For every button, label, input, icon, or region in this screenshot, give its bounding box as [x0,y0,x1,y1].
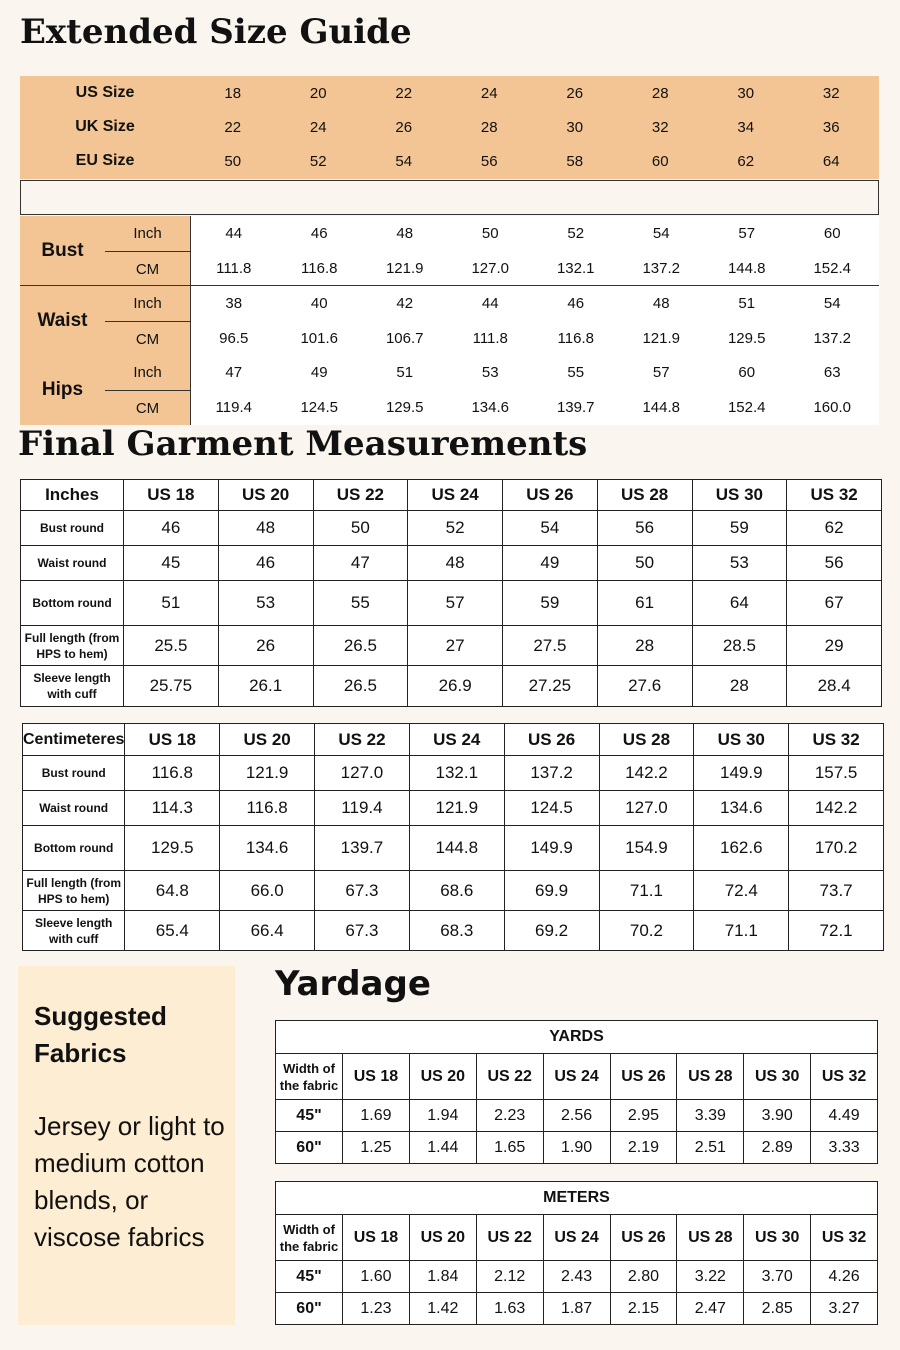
row-label: UK Size [75,118,135,135]
cell: 56 [597,511,692,546]
cell: 63 [823,364,841,381]
cell: 2.43 [543,1261,610,1293]
size-header: US 32 [811,1215,878,1261]
size-header: US 32 [811,1054,878,1100]
cell: 30 [566,118,584,136]
cell: 144.8 [409,826,504,871]
row-label: Waist round [23,791,125,826]
size-header: US 30 [744,1054,811,1100]
cell: 48 [218,511,313,546]
cell: 96.5 [219,330,249,347]
row-label: 45" [276,1261,343,1293]
cell: 32 [822,84,840,102]
table-header-row [276,1054,878,1100]
cell: 139.7 [315,826,410,871]
table-row [276,1293,878,1325]
unit-label: CM [105,390,190,425]
cell: 26 [218,626,313,666]
cell: 149.9 [694,756,789,791]
cell: 49 [310,364,328,381]
size-header: US 32 [787,480,882,511]
suggested-fabrics-title: Suggested Fabrics [34,1001,167,1068]
cell: 26 [395,118,413,136]
cell: 38 [225,295,243,312]
cell: 25.5 [124,626,219,666]
cell: 50 [481,225,499,242]
cell: 51 [396,364,414,381]
cell: 66.4 [220,911,315,951]
table-row [276,1261,878,1293]
cell: 157.5 [789,756,884,791]
cell: 2.56 [543,1100,610,1132]
cell: 119.4 [315,791,410,826]
cell: 54 [823,295,841,312]
cell: 121.9 [220,756,315,791]
size-header: US 22 [315,724,410,756]
table-caption: METERS [276,1182,878,1215]
table-header-row [276,1215,878,1261]
cell: 3.90 [744,1100,811,1132]
cell: 61 [597,581,692,626]
cell: 1.90 [543,1132,610,1164]
size-header: US 30 [744,1215,811,1261]
cell: 4.26 [811,1261,878,1293]
cell: 160.0 [813,399,852,416]
size-header: US 24 [543,1215,610,1261]
inch-row [191,216,880,251]
cell: 67 [787,581,882,626]
row-label: Sleeve length with cuff [23,911,125,951]
cm-row [191,321,880,356]
measure-label-cell [20,216,190,286]
cell: 54 [503,511,598,546]
cell: 1.87 [543,1293,610,1325]
size-header [20,76,879,179]
cell: 44 [481,295,499,312]
cell: 149.9 [504,826,599,871]
table-header-row [21,480,882,511]
cell: 27.6 [597,666,692,707]
measure-values [190,216,879,286]
cell: 111.8 [216,260,252,277]
cell: 46 [567,295,585,312]
cell: 64.8 [125,871,220,911]
cell: 3.27 [811,1293,878,1325]
cell: 49 [503,546,598,581]
cell: 28 [651,84,669,102]
cell: 57 [738,225,756,242]
cell: 116.8 [557,330,594,347]
corner-cell: Width of the fabric [276,1215,343,1261]
row-label: Full length (from HPS to hem) [23,871,125,911]
cell: 1.84 [409,1261,476,1293]
cell: 28 [480,118,498,136]
table-caption-row [276,1021,878,1054]
size-header: US 18 [125,724,220,756]
cell: 2.89 [744,1132,811,1164]
cell: 52 [567,225,585,242]
cell: 44 [225,225,243,242]
suggested-fabrics-panel [18,966,235,1325]
cell: 1.25 [343,1132,410,1164]
cell: 152.4 [813,260,852,277]
row-label: Sleeve length with cuff [21,666,124,707]
corner-cell: Inches [21,480,124,511]
cell: 121.9 [385,260,424,277]
size-header: US 26 [504,724,599,756]
cell: 28.4 [787,666,882,707]
cell: 55 [567,364,585,381]
cell: 70.2 [599,911,694,951]
cell: 3.39 [677,1100,744,1132]
size-header: US 28 [677,1215,744,1261]
cell: 22 [395,84,413,102]
table-row [23,756,884,791]
cm-row [191,251,880,286]
garment-inches-table [20,479,882,707]
table-row [21,666,882,707]
cell: 3.22 [677,1261,744,1293]
cell: 1.60 [343,1261,410,1293]
size-header: US 20 [220,724,315,756]
table-row [21,511,882,546]
size-header: US 18 [343,1054,410,1100]
cell: 154.9 [599,826,694,871]
cell: 29 [787,626,882,666]
unit-label: CM [105,321,190,356]
row-label: Bust round [21,511,124,546]
cell: 2.95 [610,1100,677,1132]
cell: 53 [218,581,313,626]
cell: 162.6 [694,826,789,871]
garment-centimeters-table [22,723,884,951]
cell: 1.63 [476,1293,543,1325]
cell: 45 [124,546,219,581]
measure-label-cell [20,355,190,425]
cell: 116.8 [220,791,315,826]
spacer-row [20,180,879,215]
cell: 2.51 [677,1132,744,1164]
inch-row [191,286,880,321]
cell: 48 [652,295,670,312]
cell: 47 [225,364,243,381]
cell: 55 [313,581,408,626]
cell: 52 [408,511,503,546]
cell: 62 [737,152,755,170]
cell: 71.1 [694,911,789,951]
cell: 51 [124,581,219,626]
cell: 71.1 [599,871,694,911]
measure-name: Waist [37,310,88,331]
cell: 144.8 [727,260,766,277]
cell: 72.4 [694,871,789,911]
cell: 64 [692,581,787,626]
size-header: US 28 [677,1054,744,1100]
cell: 26 [566,84,584,102]
cell: 134.6 [471,399,510,416]
cell: 72.1 [789,911,884,951]
row-label: Bust round [23,756,125,791]
cell: 121.9 [409,791,504,826]
cell: 62 [787,511,882,546]
unit-label: Inch [133,364,162,381]
size-header: US 18 [343,1215,410,1261]
cell: 50 [597,546,692,581]
cell: 114.3 [125,791,220,826]
cell: 121.9 [642,330,681,347]
size-header: US 20 [409,1215,476,1261]
cell: 142.2 [599,756,694,791]
unit-label: CM [105,251,190,286]
yardage-title: Yardage [275,964,431,1004]
cell: 67.3 [315,911,410,951]
cell: 36 [822,118,840,136]
row-label: 60" [276,1132,343,1164]
cell: 111.8 [472,330,508,347]
size-header: US 26 [503,480,598,511]
cell: 48 [408,546,503,581]
measure-name: Bust [41,240,84,261]
cell: 2.15 [610,1293,677,1325]
size-header: US 22 [476,1215,543,1261]
size-header: US 22 [313,480,408,511]
cell: 137.2 [642,260,681,277]
cell: 137.2 [813,330,852,347]
size-header: US 24 [408,480,503,511]
size-header: US 20 [218,480,313,511]
cell: 139.7 [556,399,595,416]
row-label: 45" [276,1100,343,1132]
cell: 60 [823,225,841,242]
cell: 51 [738,295,756,312]
cell: 46 [310,225,328,242]
unit-label: Inch [133,295,162,312]
size-header: US 24 [543,1054,610,1100]
cell: 142.2 [789,791,884,826]
row-label: Bottom round [23,826,125,871]
cell: 24 [480,84,498,102]
cell: 2.19 [610,1132,677,1164]
cell: 2.80 [610,1261,677,1293]
cell: 30 [737,84,755,102]
cell: 26.9 [408,666,503,707]
cell: 4.49 [811,1100,878,1132]
cell: 32 [651,118,669,136]
us-size-row [20,76,879,110]
extended-size-guide-title: Extended Size Guide [20,12,412,52]
uk-size-row [20,110,879,144]
cell: 64 [822,152,840,170]
cell: 42 [396,295,414,312]
cell: 69.9 [504,871,599,911]
cell: 1.65 [476,1132,543,1164]
cell: 54 [395,152,413,170]
cell: 3.70 [744,1261,811,1293]
cell: 53 [481,364,499,381]
cell: 56 [787,546,882,581]
cell: 58 [566,152,584,170]
size-header: US 26 [610,1054,677,1100]
cell: 2.47 [677,1293,744,1325]
table-row [276,1100,878,1132]
cell: 65.4 [125,911,220,951]
cell: 60 [651,152,669,170]
cell: 54 [652,225,670,242]
cell: 116.8 [301,260,338,277]
waist-block [20,286,879,356]
cell: 46 [124,511,219,546]
cell: 127.0 [315,756,410,791]
cell: 124.5 [300,399,339,416]
measure-label-cell [20,286,190,356]
cell: 26.5 [313,666,408,707]
size-header: US 28 [597,480,692,511]
row-label: 60" [276,1293,343,1325]
unit-label: Inch [133,225,162,242]
cell: 18 [224,84,242,102]
measure-values [190,355,879,425]
cell: 127.0 [471,260,510,277]
row-label: US Size [75,84,135,101]
cell: 68.3 [409,911,504,951]
cell: 73.7 [789,871,884,911]
table-row [21,546,882,581]
cell: 69.2 [504,911,599,951]
cell: 27 [408,626,503,666]
cell: 144.8 [642,399,681,416]
cell: 119.4 [215,399,252,416]
cell: 60 [738,364,756,381]
cell: 68.6 [409,871,504,911]
table-row [23,871,884,911]
cell: 3.33 [811,1132,878,1164]
cell: 127.0 [599,791,694,826]
cell: 57 [652,364,670,381]
cell: 24 [309,118,327,136]
measure-name: Hips [41,379,84,400]
cell: 50 [313,511,408,546]
cell: 22 [224,118,242,136]
cell: 59 [692,511,787,546]
corner-cell: Centimeteres [23,724,125,756]
size-header: US 20 [409,1054,476,1100]
cell: 2.23 [476,1100,543,1132]
cell: 1.23 [343,1293,410,1325]
cell: 26.5 [313,626,408,666]
size-header: US 24 [409,724,504,756]
cell: 137.2 [504,756,599,791]
cell: 66.0 [220,871,315,911]
cell: 28 [597,626,692,666]
cell: 48 [396,225,414,242]
table-row [23,911,884,951]
cell: 1.44 [409,1132,476,1164]
table-row [23,826,884,871]
cell: 34 [737,118,755,136]
row-label: Full length (from HPS to hem) [21,626,124,666]
cell: 67.3 [315,871,410,911]
cell: 132.1 [409,756,504,791]
cell: 20 [309,84,327,102]
cell: 129.5 [125,826,220,871]
hips-block [20,355,879,425]
cell: 50 [224,152,242,170]
eu-size-row [20,144,879,178]
inch-row [191,355,880,390]
cell: 40 [310,295,328,312]
row-label: Waist round [21,546,124,581]
cell: 134.6 [220,826,315,871]
cell: 52 [309,152,327,170]
cell: 2.85 [744,1293,811,1325]
table-row [21,581,882,626]
cell: 134.6 [694,791,789,826]
row-label: Bottom round [21,581,124,626]
cell: 1.94 [409,1100,476,1132]
cell: 46 [218,546,313,581]
yardage-yards-table [275,1020,878,1164]
measure-values [190,286,879,356]
size-header: US 22 [476,1054,543,1100]
cell: 2.12 [476,1261,543,1293]
cell: 116.8 [125,756,220,791]
cell: 28.5 [692,626,787,666]
cell: 152.4 [727,399,766,416]
size-header: US 30 [692,480,787,511]
size-header: US 26 [610,1215,677,1261]
extended-size-table [20,76,879,425]
table-row [23,791,884,826]
cell: 1.42 [409,1293,476,1325]
cell: 27.5 [503,626,598,666]
cell: 132.1 [556,260,595,277]
cell: 25.75 [124,666,219,707]
table-caption: YARDS [276,1021,878,1054]
cell: 56 [480,152,498,170]
cell: 57 [408,581,503,626]
cell: 28 [692,666,787,707]
cell: 53 [692,546,787,581]
table-caption-row [276,1182,878,1215]
size-header: US 18 [124,480,219,511]
row-label: EU Size [75,152,135,169]
table-row [21,626,882,666]
cell: 170.2 [789,826,884,871]
table-header-row [23,724,884,756]
cell: 129.5 [385,399,424,416]
cell: 124.5 [504,791,599,826]
cell: 129.5 [727,330,766,347]
corner-cell: Width of the fabric [276,1054,343,1100]
cell: 27.25 [503,666,598,707]
cell: 47 [313,546,408,581]
cell: 1.69 [343,1100,410,1132]
cell: 106.7 [385,330,424,347]
size-header: US 30 [694,724,789,756]
bust-block [20,216,879,286]
cell: 101.6 [300,330,339,347]
cm-row [191,390,880,425]
size-header: US 32 [789,724,884,756]
final-garment-title: Final Garment Measurements [18,424,588,464]
cell: 26.1 [218,666,313,707]
suggested-fabrics-text: Jersey or light to medium cotton blends, or viscose fabrics [34,1111,225,1252]
table-row [276,1132,878,1164]
yardage-meters-table [275,1181,878,1325]
cell: 59 [503,581,598,626]
size-header: US 28 [599,724,694,756]
